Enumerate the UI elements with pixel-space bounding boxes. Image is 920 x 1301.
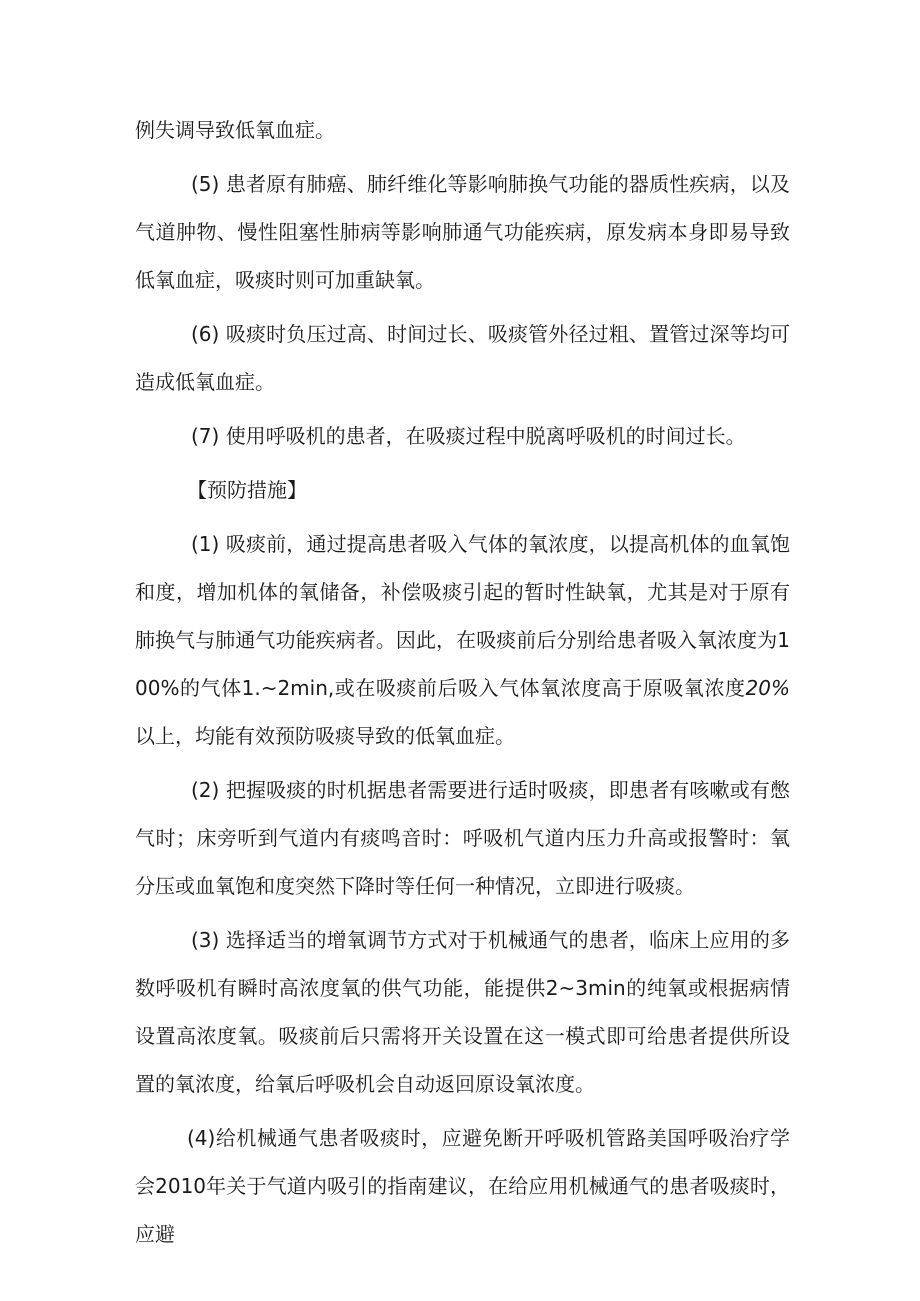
paragraph-text: (5) 患者原有肺癌、肺纤维化等影响肺换气功能的器质性疾病，以及气道肿物、慢性阻塞性肺病等影响肺通气功能疾病，原发病本身即易导致低氧血症，吸痰时则可加重缺氧。 — [135, 172, 790, 292]
paragraph-text: (3) 选择适当的增氧调节方式对于机械通气的患者，临床上应用的多数呼吸机有瞬时高浓度氧的供气功能，能提供2~3min的纯氧或根据病情设置高浓度氧。吸痰前后只需将开关设置在这一模式即可给患者提供所设置的氧浓度，给氧后呼吸机会自动返回原设氧浓度。 — [135, 928, 790, 1096]
paragraph-measure-1 — [135, 520, 790, 760]
paragraph-text-tail: 以上，均能有效预防吸痰导致的低氧血症。 — [135, 724, 515, 748]
paragraph-measure-2 — [135, 766, 790, 910]
italic-percent: 20% — [745, 676, 790, 700]
paragraph-text: (7) 使用呼吸机的患者，在吸痰过程中脱离呼吸机的时间过长。 — [191, 424, 746, 448]
section-heading-prevention — [135, 466, 790, 514]
paragraph-measure-3 — [135, 916, 790, 1108]
paragraph-measure-4 — [135, 1114, 790, 1258]
paragraph-continuation — [135, 106, 790, 154]
paragraph-text: 例失调导致低氧血症。 — [135, 118, 335, 142]
paragraph-cause-7 — [135, 412, 790, 460]
paragraph-text: (6) 吸痰时负压过高、时间过长、吸痰管外径过粗、置管过深等均可造成低氧血症。 — [135, 322, 790, 394]
paragraph-text: (1) 吸痰前，通过提高患者吸入气体的氧浓度，以提高机体的血氧饱和度，增加机体的氧储备，补偿吸痰引起的暂时性缺氧，尤其是对于原有肺换气与肺通气功能疾病者。因此，在吸痰前后分别给患者吸入氧浓度为100%的气体1.~2min,或在吸痰前后吸入气体氧浓度高于原吸氧浓度 — [135, 532, 790, 700]
heading-text: 【预防措施】 — [187, 478, 307, 502]
paragraph-text: (4)给机械通气患者吸痰时，应避免断开呼吸机管路美国呼吸治疗学会2010年关于气道内吸引的指南建议，在给应用机械通气的患者吸痰时，应避 — [135, 1126, 790, 1246]
paragraph-text: (2) 把握吸痰的时机据患者需要进行适时吸痰，即患者有咳嗽或有憋气时；床旁听到气道内有痰鸣音时：呼吸机气道内压力升高或报警时：氧分压或血氧饱和度突然下降时等任何一种情况，立即进行吸痰。 — [135, 778, 790, 898]
paragraph-cause-5 — [135, 160, 790, 304]
paragraph-cause-6 — [135, 310, 790, 406]
